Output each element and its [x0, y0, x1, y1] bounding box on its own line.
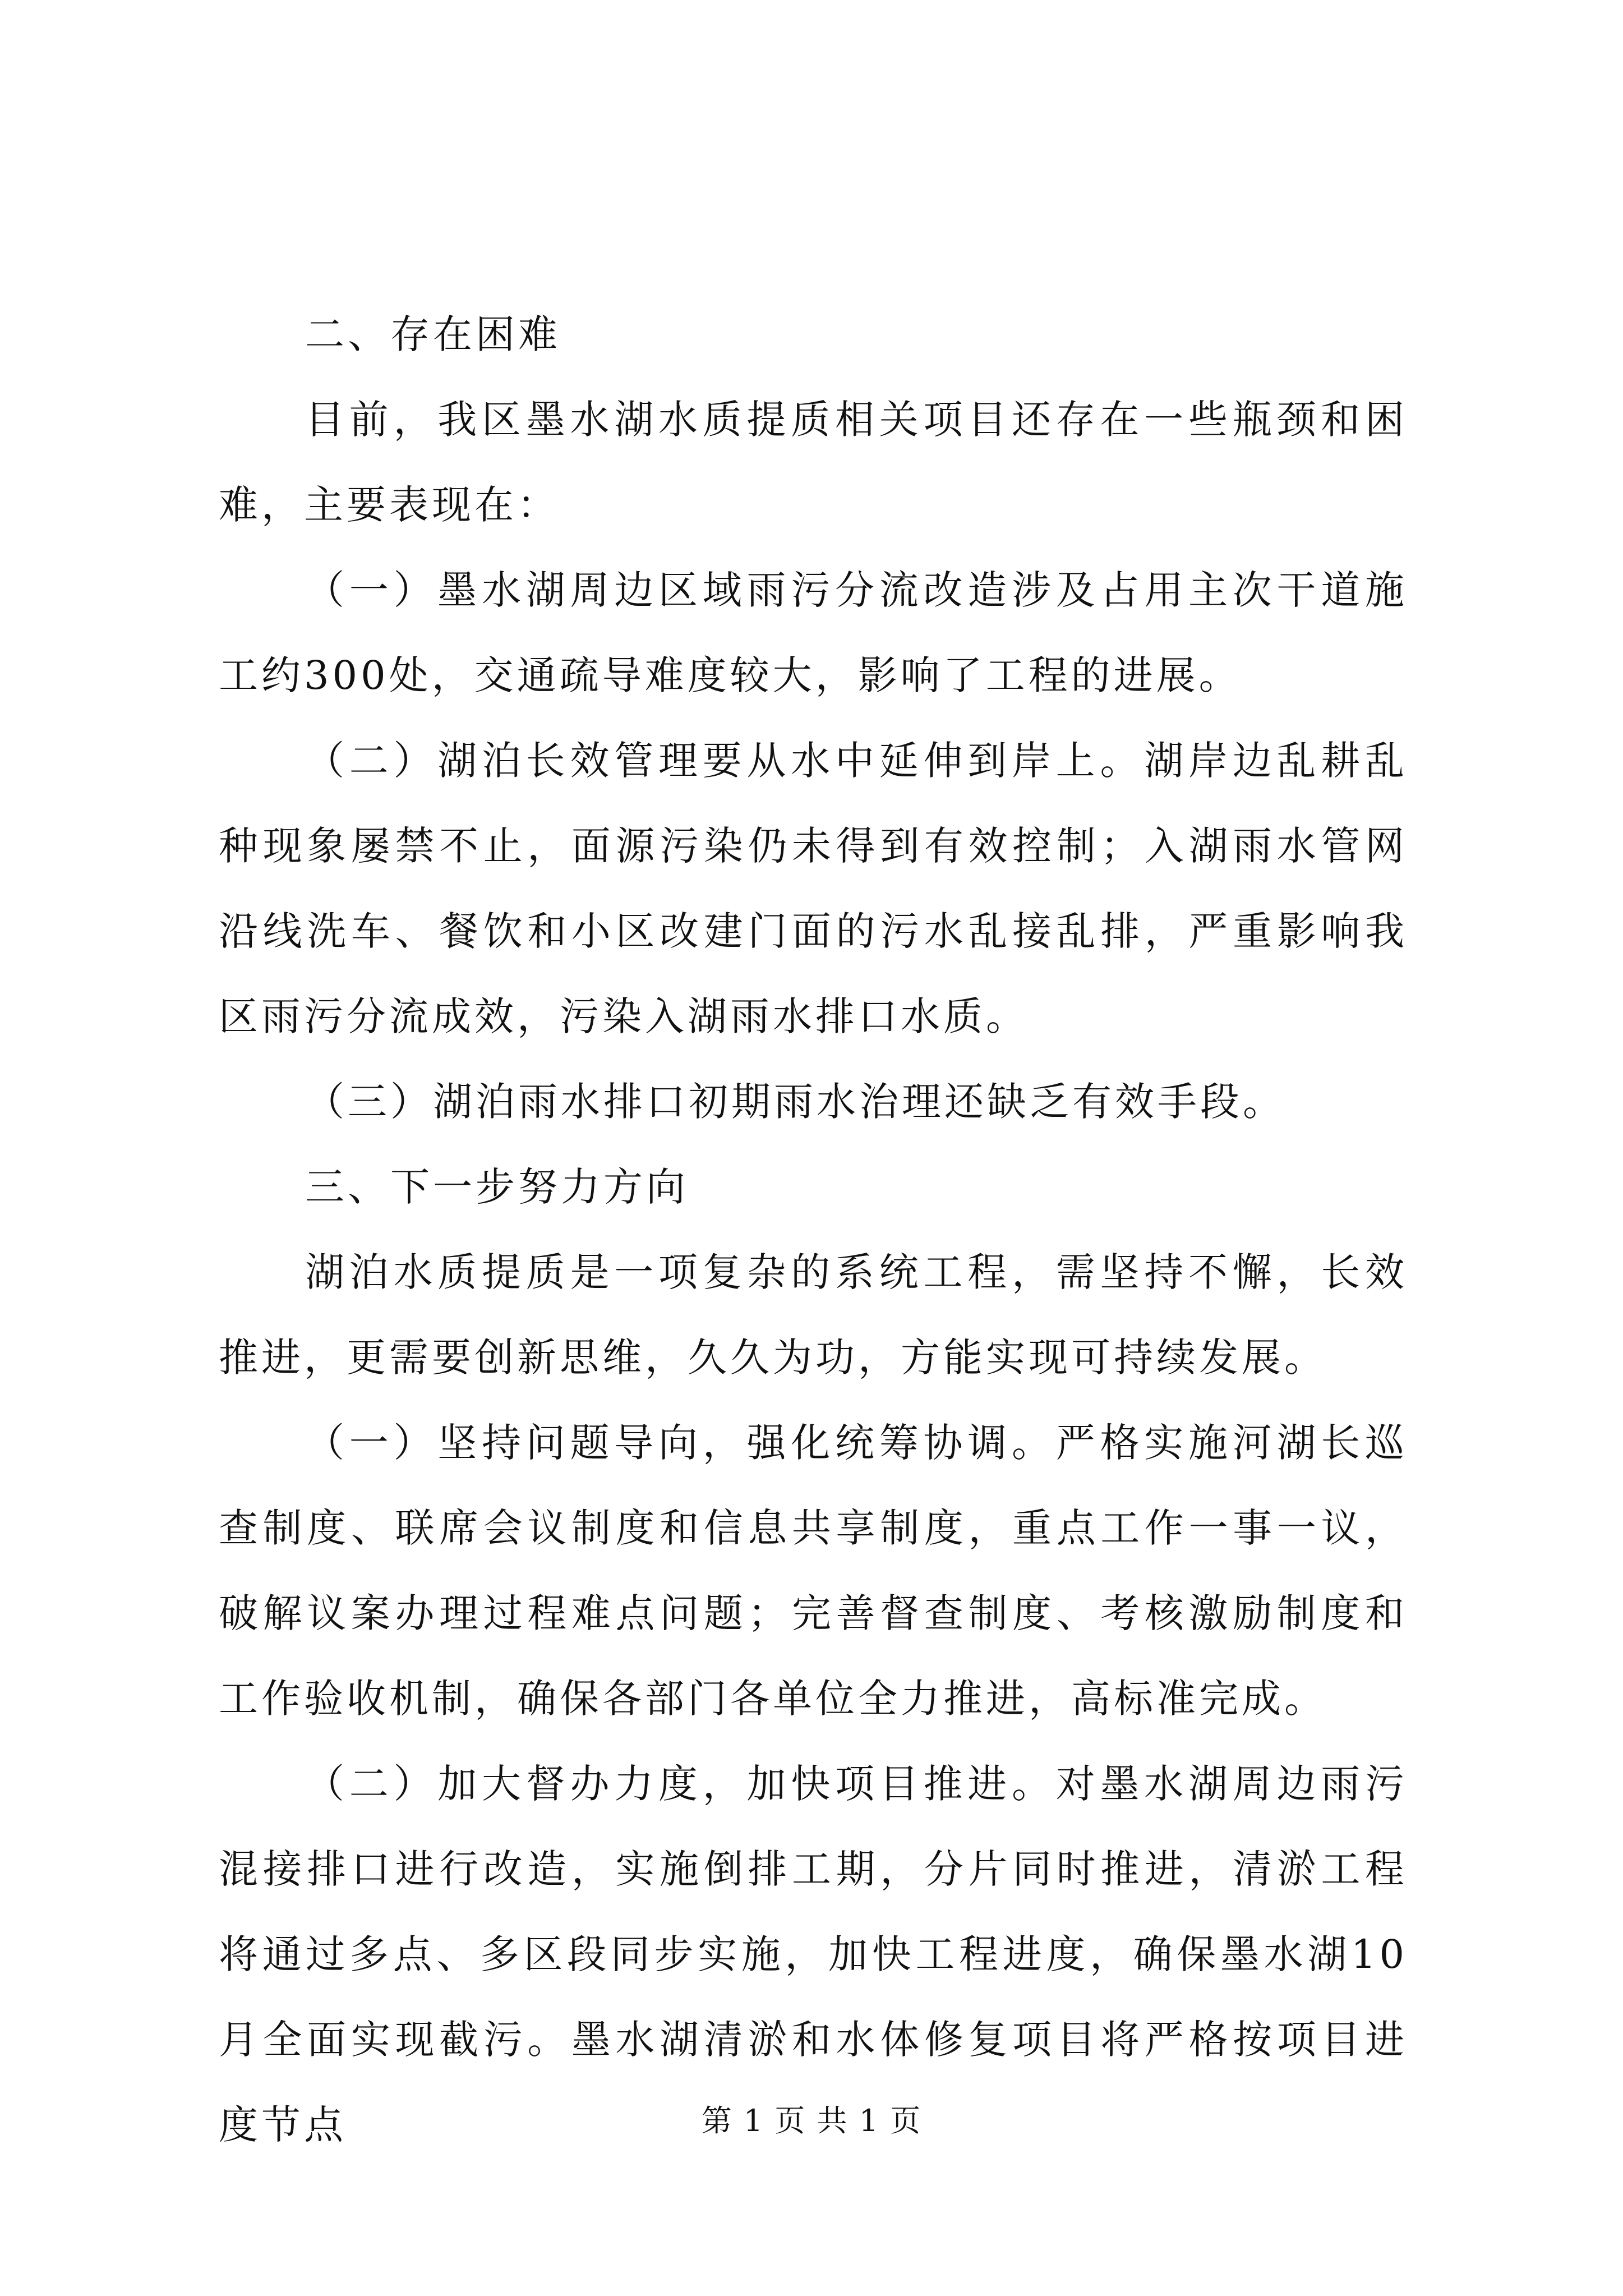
document-body	[219, 292, 1408, 2168]
paragraph-intro-next-steps: 湖泊水质提质是一项复杂的系统工程，需坚持不懈，长效推进，更需要创新思维，久久为功，方能实现可持续发展。	[219, 1249, 1408, 1381]
paragraph-next-step-2: （二）加大督办力度，加快项目推进。对墨水湖周边雨污混接排口进行改造，实施倒排工期，分片同时推进，清淤工程将通过多点、多区段同步实施，加快工程进度，确保墨水湖10月全面实现截污。墨水湖清淤和水体修复项目将严格按项目进度节点	[219, 1761, 1408, 2148]
page-number-footer: 第 1 页 共 1 页	[701, 2103, 922, 2138]
section-heading-next-steps: 三、下一步努力方向	[305, 1164, 689, 1210]
paragraph-next-step-1: （一）坚持问题导向，强化统筹协调。严格实施河湖长巡查制度、联席会议制度和信息共享制度，重点工作一事一议，破解议案办理过程难点问题；完善督查制度、考核激励制度和工作验收机制，确保各部门各单位全力推进，高标准完成。	[219, 1420, 1408, 1722]
paragraph-difficulty-1: （一）墨水湖周边区域雨污分流改造涉及占用主次干道施工约300处，交通疏导难度较大，影响了工程的进展。	[219, 567, 1408, 698]
section-heading-difficulties: 二、存在困难	[305, 311, 561, 357]
paragraph-difficulty-2: （二）湖泊长效管理要从水中延伸到岸上。湖岸边乱耕乱种现象屡禁不止，面源污染仍未得到有效控制；入湖雨水管网沿线洗车、餐饮和小区改建门面的污水乱接乱排，严重影响我区雨污分流成效，污染入湖雨水排口水质。	[219, 738, 1408, 1039]
paragraph-intro-difficulties: 目前，我区墨水湖水质提质相关项目还存在一些瓶颈和困难，主要表现在：	[219, 397, 1408, 528]
paragraph-difficulty-3: （三）湖泊雨水排口初期雨水治理还缺乏有效手段。	[305, 1079, 1285, 1125]
